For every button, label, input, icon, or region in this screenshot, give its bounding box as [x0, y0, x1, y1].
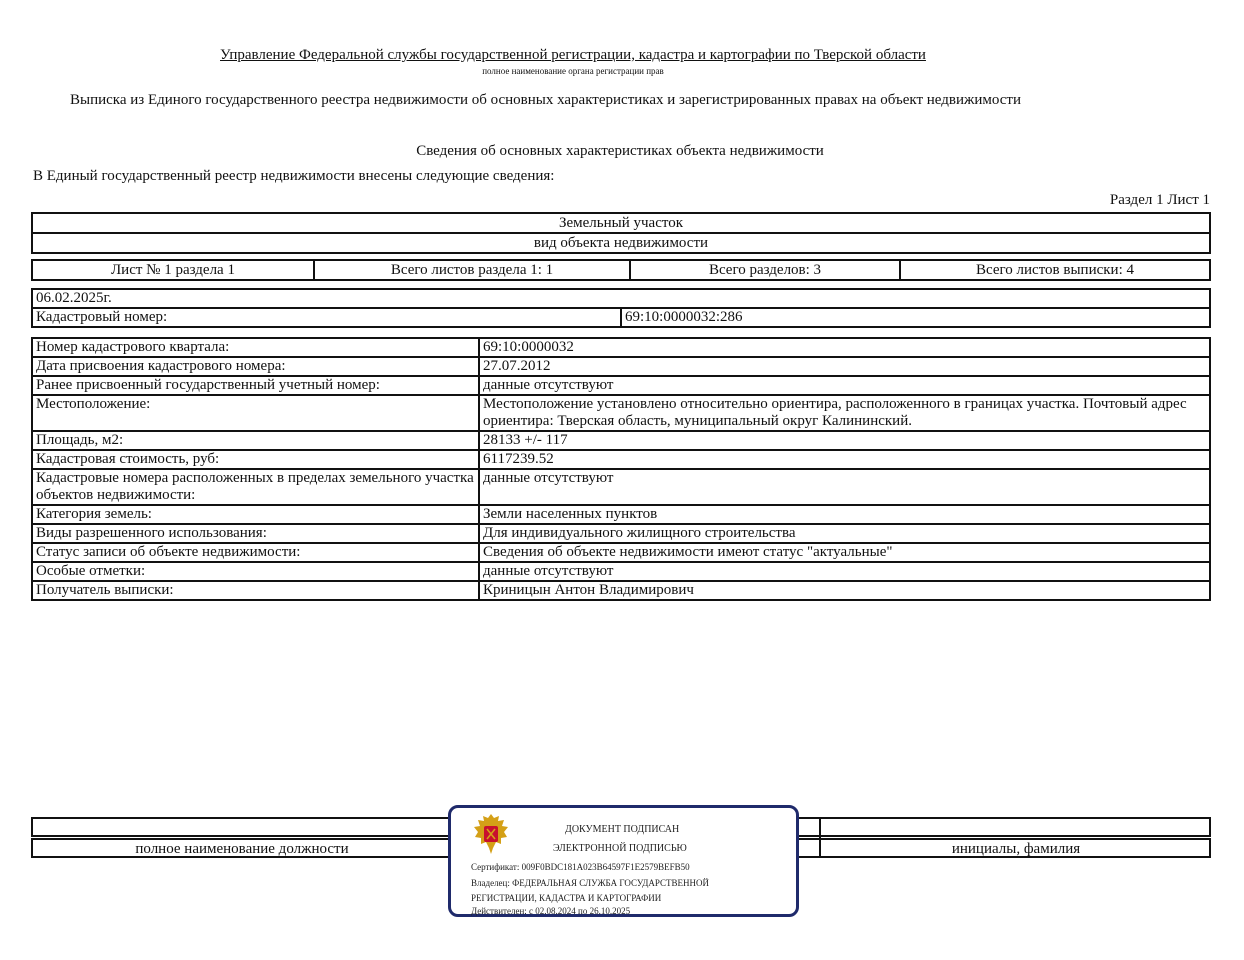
cadastral-table: [31, 288, 1211, 328]
stamp-valid: Действителен: с 02.08.2024 по 26.10.2025: [471, 906, 631, 916]
authority-name: Управление Федеральной службы государственной регистрации, кадастра и картографии по Тверской области: [220, 47, 926, 63]
section-title: Сведения об основных характеристиках объекта недвижимости: [416, 143, 824, 159]
table-row: [32, 524, 1210, 543]
row-label: Категория земель:: [32, 505, 479, 524]
row-label: Виды разрешенного использования:: [32, 524, 479, 543]
table-row: [32, 562, 1210, 581]
row-label: Площадь, м2:: [32, 431, 479, 450]
cadastral-row: [32, 308, 1210, 327]
total-sheets-section: Всего листов раздела 1: 1: [315, 261, 631, 279]
row-label: Номер кадастрового квартала:: [32, 338, 479, 357]
row-label: Дата присвоения кадастрового номера:: [32, 357, 479, 376]
table-row: [32, 543, 1210, 562]
table-row: [32, 431, 1210, 450]
total-sections: Всего разделов: 3: [631, 261, 901, 279]
table-row: [32, 450, 1210, 469]
row-value: 6117239.52: [479, 450, 1210, 469]
electronic-signature-stamp: [448, 805, 799, 917]
authority-caption: полное наименование органа регистрации прав: [482, 66, 664, 76]
cadastral-value: 69:10:0000032:286: [621, 308, 1210, 327]
row-value: Сведения об объекте недвижимости имеют статус "актуальные": [479, 543, 1210, 562]
row-value: Криницын Антон Владимирович: [479, 581, 1210, 600]
sheet-info-row: [31, 259, 1211, 281]
row-label: Кадастровая стоимость, руб:: [32, 450, 479, 469]
table-row: [32, 357, 1210, 376]
total-sheets-extract: Всего листов выписки: 4: [976, 262, 1134, 278]
name-caption: инициалы, фамилия: [951, 841, 1081, 857]
row-value: данные отсутствуют: [479, 376, 1210, 395]
row-label: Кадастровые номера расположенных в пределах земельного участка объектов недвижимости:: [32, 469, 479, 505]
table-row: [32, 469, 1210, 505]
signature-divider: [819, 817, 821, 858]
stamp-owner-line2: РЕГИСТРАЦИИ, КАДАСТРА И КАРТОГРАФИИ: [471, 893, 662, 903]
row-value: Земли населенных пунктов: [479, 505, 1210, 524]
stamp-title-line2: ЭЛЕКТРОННОЙ ПОДПИСЬЮ: [553, 843, 687, 854]
intro-text: В Единый государственный реестр недвижимости внесены следующие сведения:: [33, 168, 555, 184]
row-value: Местоположение установлено относительно ориентира, расположенного в границах участка. Почтовый адрес ориентира: Тверская область, муниципальный округ Калининский.: [479, 395, 1210, 431]
row-label: Ранее присвоенный государственный учетный номер:: [32, 376, 479, 395]
extract-date: 06.02.2025г.: [32, 289, 1210, 308]
row-value: Для индивидуального жилищного строительства: [479, 524, 1210, 543]
row-label: Статус записи об объекте недвижимости:: [32, 543, 479, 562]
date-row: [32, 289, 1210, 308]
document-title: Выписка из Единого государственного реестра недвижимости об основных характеристиках и зарегистрированных правах на объект недвижимости: [70, 92, 1022, 108]
row-value: данные отсутствуют: [479, 469, 1210, 505]
table-row: [32, 395, 1210, 431]
position-caption: полное наименование должности: [135, 841, 349, 857]
cadastral-label: Кадастровый номер:: [32, 308, 621, 327]
stamp-title-line1: ДОКУМЕНТ ПОДПИСАН: [565, 824, 680, 835]
characteristics-table: [31, 337, 1211, 601]
table-row: [32, 505, 1210, 524]
row-value: 28133 +/- 117: [479, 431, 1210, 450]
row-label: Получатель выписки:: [32, 581, 479, 600]
stamp-owner-line1: Владелец: ФЕДЕРАЛЬНАЯ СЛУЖБА ГОСУДАРСТВЕННОЙ: [471, 878, 710, 888]
object-kind-caption: вид объекта недвижимости: [33, 232, 1209, 252]
object-kind: Земельный участок: [558, 215, 684, 231]
table-row: [32, 581, 1210, 600]
table-row: [32, 376, 1210, 395]
section-sheet-label: Раздел 1 Лист 1: [1109, 192, 1210, 208]
table-row: [32, 338, 1210, 357]
row-value: 27.07.2012: [479, 357, 1210, 376]
coat-of-arms-icon: [471, 812, 511, 856]
row-value: данные отсутствуют: [479, 562, 1210, 581]
row-label: Местоположение:: [32, 395, 479, 431]
sheet-number: Лист № 1 раздела 1: [33, 261, 315, 279]
row-label: Особые отметки:: [32, 562, 479, 581]
object-kind-box: [31, 212, 1211, 254]
stamp-certificate: Сертификат: 009F0BDC181A023B64597F1E2579BEFB50: [471, 862, 690, 872]
row-value: 69:10:0000032: [479, 338, 1210, 357]
